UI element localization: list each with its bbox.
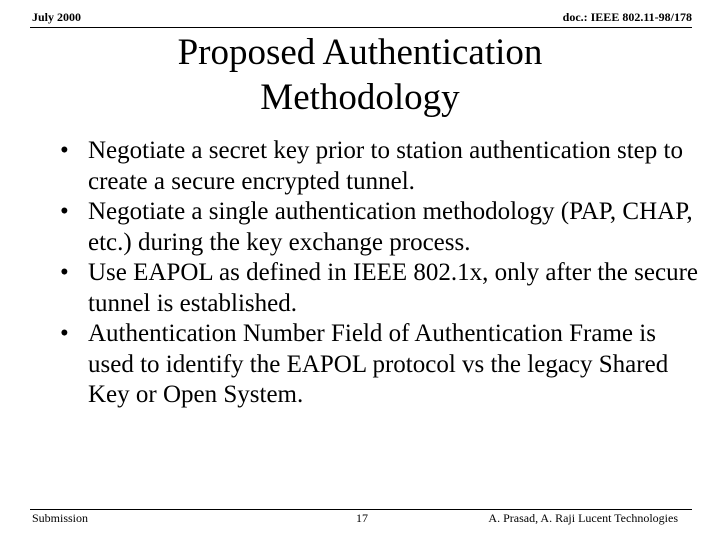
footer-page-number: 17 <box>356 511 368 525</box>
header-date: July 2000 <box>32 10 82 24</box>
footer-authors: A. Prasad, A. Raji Lucent Technologies <box>488 511 678 525</box>
bullet-marker: • <box>60 137 69 164</box>
bullet-marker: • <box>60 259 69 286</box>
bullet-list <box>60 136 700 411</box>
bullet-text: Negotiate a single authentication methodology (PAP, CHAP, etc.) during the key exchange process. <box>88 198 693 256</box>
footer-submission: Submission <box>32 511 89 525</box>
slide-title-line-1: Proposed Authentication <box>177 32 543 73</box>
bullet-item <box>60 136 700 197</box>
footer-divider <box>30 509 692 510</box>
bullet-item <box>60 197 700 258</box>
header-doc-id: doc.: IEEE 802.11-98/178 <box>562 10 692 24</box>
bullet-text: Authentication Number Field of Authentication Frame is used to identify the EAPOL protocol vs the legacy Shared Key or Open System. <box>88 320 669 408</box>
bullet-text: Negotiate a secret key prior to station authentication step to create a secure encrypted tunnel. <box>88 137 683 195</box>
bullet-text: Use EAPOL as defined in IEEE 802.1x, only after the secure tunnel is established. <box>88 259 698 317</box>
header-divider <box>30 27 692 28</box>
slide-title <box>0 30 720 120</box>
bullet-marker: • <box>60 320 69 347</box>
bullet-item <box>60 319 700 411</box>
slide-title-line-2: Methodology <box>260 77 460 118</box>
bullet-item <box>60 258 700 319</box>
bullet-marker: • <box>60 198 69 225</box>
